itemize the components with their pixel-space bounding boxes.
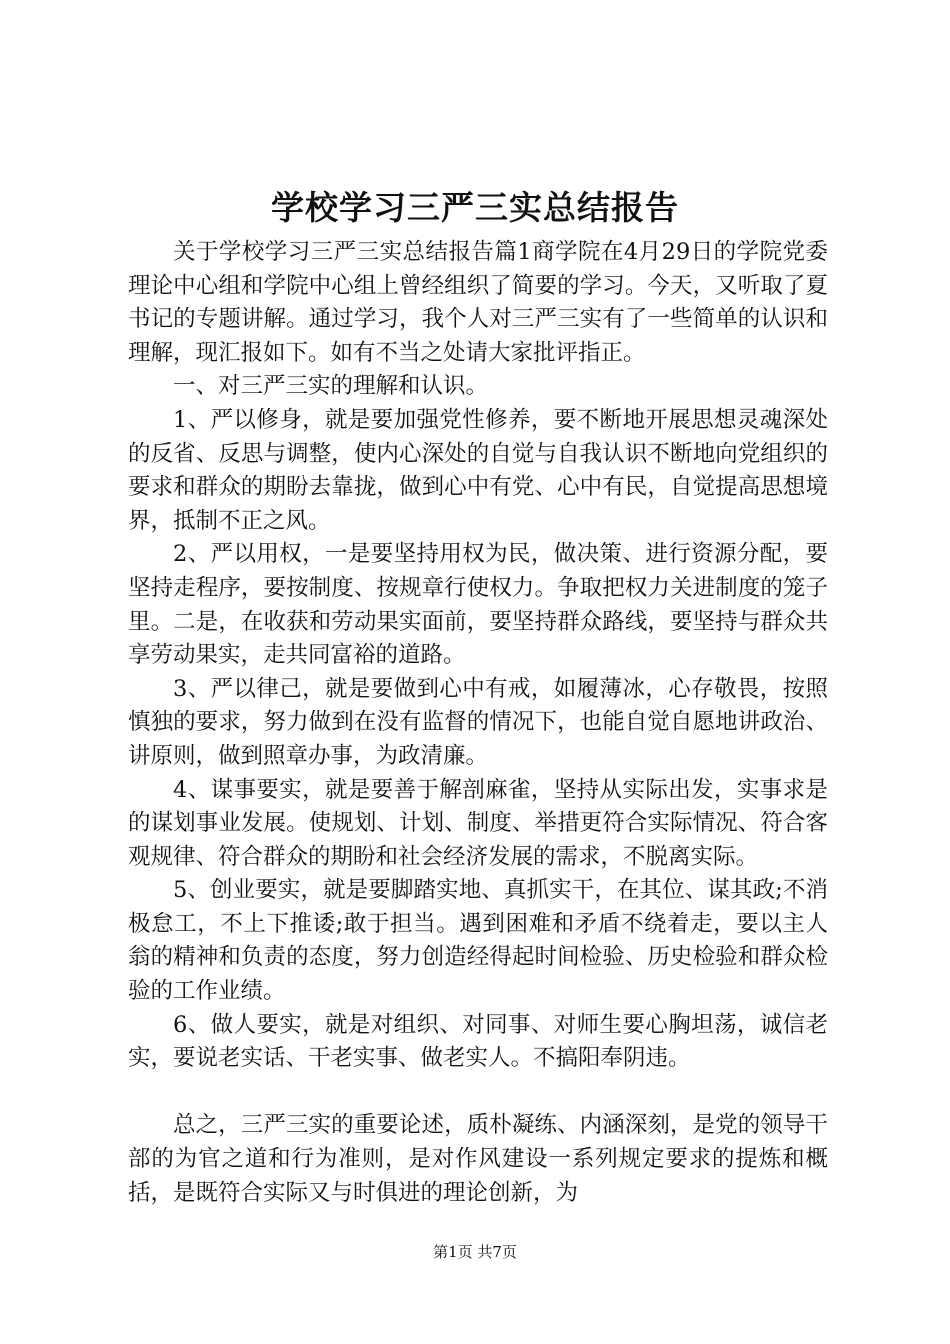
page-number-footer: 第1页 共7页 [433,1243,517,1261]
paragraph-conclusion: 总之，三严三实的重要论述，质朴凝练、内涵深刻，是党的领导干部的为官之道和行为准则，是对作风建设一系列规定要求的提炼和概括，是既符合实际又与时俱进的理论创新，为 [128,1112,828,1206]
paragraph-point-2: 2、严以用权，一是要坚持用权为民，做决策、进行资源分配，要坚持走程序，要按制度、按规章行使权力。争取把权力关进制度的笼子里。二是，在收获和劳动果实面前，要坚持群众路线，要坚持与群众共享劳动果实，走共同富裕的道路。 [128,541,828,669]
paragraph-point-3: 3、严以律己，就是要做到心中有戒，如履薄冰，心存敬畏，按照慎独的要求，努力做到在没有监督的情况下，也能自觉自愿地讲政治、讲原则，做到照章办事，为政清廉。 [128,675,828,769]
paragraph-intro: 关于学校学习三严三实总结报告篇1商学院在4月29日的学院党委理论中心组和学院中心组上曾经组织了简要的学习。今天，又听取了夏书记的专题讲解。通过学习，我个人对三严三实有了一些简单的认识和理解，现汇报如下。如有不当之处请大家批评指正。 [128,239,828,366]
paragraph-point-6: 6、做人要实，就是对组织、对同事、对师生要心胸坦荡，诚信老实，要说老实话、干老实事、做老实人。不搞阳奉阴违。 [128,1011,828,1072]
paragraph-section-heading: 一、对三严三实的理解和认识。 [173,373,489,400]
paragraph-point-1: 1、严以修身，就是要加强党性修养，要不断地开展思想灵魂深处的反省、反思与调整，使内心深处的自觉与自我认识不断地向党组织的要求和群众的期盼去靠拢，做到心中有党、心中有民，自觉提高思想境界，抵制不正之风。 [128,406,828,534]
paragraph-point-5: 5、创业要实，就是要脚踏实地、真抓实干，在其位、谋其政;不消极怠工，不上下推诿;敢于担当。遇到困难和矛盾不绕着走，要以主人翁的精神和负责的态度，努力创造经得起时间检验、历史检验和群众检验的工作业绩。 [128,877,828,1005]
document-body [128,236,828,1210]
document-title: 学校学习三严三实总结报告 [271,188,679,227]
paragraph-point-4: 4、谋事要实，就是要善于解剖麻雀，坚持从实际出发，实事求是的谋划事业发展。使规划、计划、制度、举措更符合实际情况、符合客观规律、符合群众的期盼和社会经济发展的需求，不脱离实际。 [128,776,828,870]
